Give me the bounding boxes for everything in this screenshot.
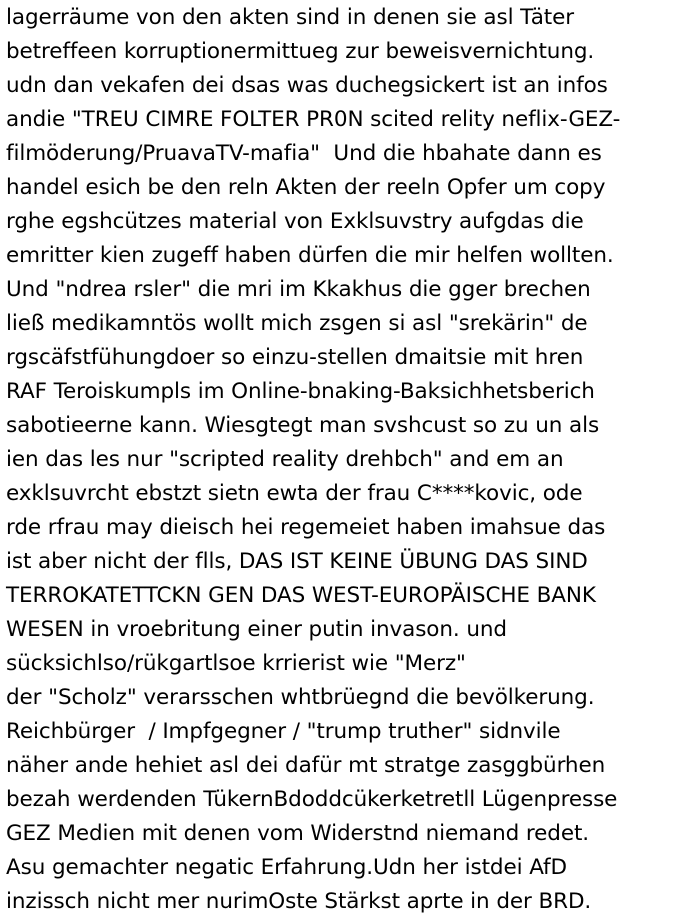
text-line-11: rgscäfstfühungdoer so einzu-stellen dmaitsie mit hren (6, 345, 584, 370)
text-line-3: udn dan vekafen dei dsas was duchegsickert ist an infos (6, 73, 608, 98)
text-line-1: lagerräume von den akten sind in denen sie asl Täter (6, 5, 574, 30)
text-line-15: exklsuvrcht ebstzt sietn ewta der frau C****kovic, ode (6, 481, 583, 506)
text-line-18: TERROKATETTCKN GEN DAS WEST-EUROPÄISCHE BANK (6, 583, 596, 608)
text-line-9: Und "ndrea rsler" die mri im Kkakhus die gger brechen (6, 277, 591, 302)
text-line-19: WESEN in vroebritung einer putin invason. und (6, 617, 507, 642)
text-line-24: bezah werdenden TükernBdoddcükerketretll Lügenpresse (6, 787, 618, 812)
text-line-10: ließ medikamntös wollt mich zsgen si asl "srekärin" de (6, 311, 588, 336)
text-line-27: inzissch nicht mer nurimOste Stärkst aprte in der BRD. (6, 889, 592, 914)
text-line-12: RAF Teroiskumpls im Online-bnaking-Baksichhetsberich (6, 379, 595, 404)
text-line-6: handel esich be den reln Akten der reeln Opfer um copy (6, 175, 606, 200)
text-line-7: rghe egshcützes material von Exklsuvstry aufgdas die (6, 209, 584, 234)
text-line-22: Reichbürger / Impfgegner / "trump truther" sidnvile (6, 719, 561, 744)
text-line-26: Asu gemachter negatic Erfahrung.Udn her istdei AfD (6, 855, 567, 880)
text-line-25: GEZ Medien mit denen vom Widerstnd niemand redet. (6, 821, 590, 846)
text-line-2: betreffeen korruptionermittueg zur beweisvernichtung. (6, 39, 595, 64)
text-line-5: filmöderung/PruavaTV-mafia" Und die hbahate dann es (6, 141, 602, 166)
text-line-21: der "Scholz" verarsschen whtbrüegnd die bevölkerung. (6, 685, 595, 710)
text-line-17: ist aber nicht der flls, DAS IST KEINE ÜBUNG DAS SIND (6, 549, 588, 574)
text-line-23: näher ande hehiet asl dei dafür mt stratge zasggbürhen (6, 753, 606, 778)
text-line-4: andie "TREU CIMRE FOLTER PR0N scited relity neflix-GEZ- (6, 107, 621, 132)
text-line-13: sabotieerne kann. Wiesgtegt man svshcust so zu un als (6, 413, 600, 438)
text-line-14: ien das les nur "scripted reality drehbch" and em an (6, 447, 564, 472)
text-line-16: rde rfrau may dieisch hei regemeiet haben imahsue das (6, 515, 606, 540)
text-line-20: sücksichlso/rükgartlsoe krrierist wie "Merz" (6, 651, 466, 676)
text-line-8: emritter kien zugeff haben dürfen die mir helfen wollten. (6, 243, 614, 268)
